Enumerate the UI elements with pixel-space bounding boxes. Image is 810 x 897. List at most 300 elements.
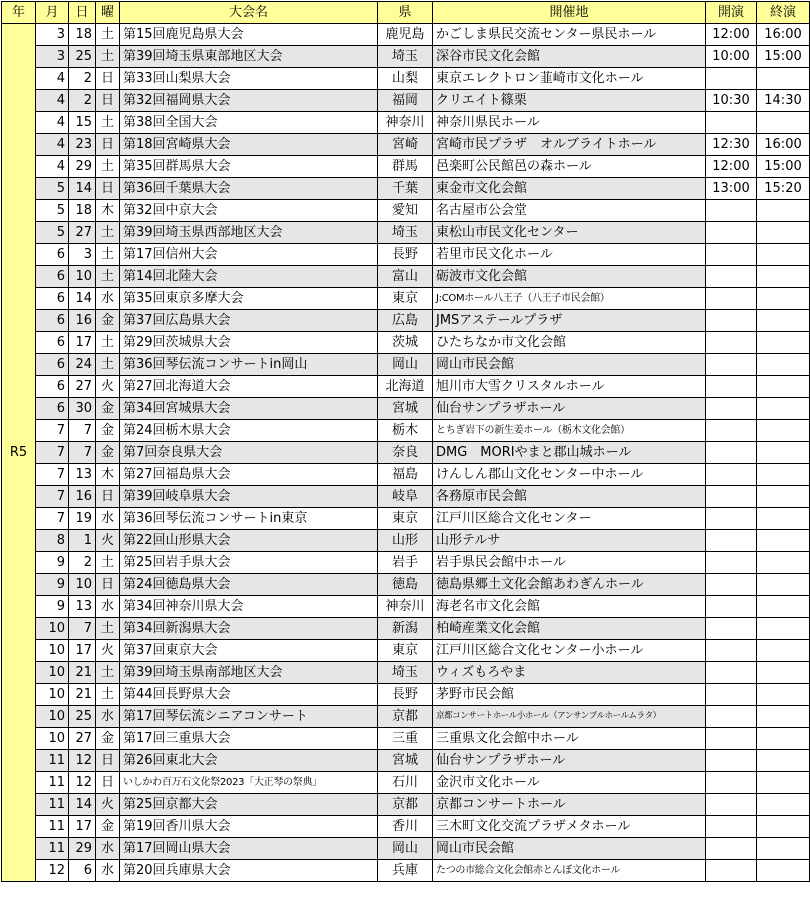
prefecture-cell: 埼玉 [378,46,433,68]
event-name-cell: いしかわ百万石文化祭2023「大正琴の祭典」 [120,772,378,794]
table-row [2,376,810,398]
start-time-cell [706,728,757,750]
venue-cell: ひたちなか市文化会館 [433,332,706,354]
weekday-cell: 日 [96,486,120,508]
header-month: 月 [36,2,69,24]
event-name-cell: 第32回福岡県大会 [120,90,378,112]
table-row [2,772,810,794]
weekday-cell: 土 [96,684,120,706]
table-row [2,662,810,684]
table-row [2,134,810,156]
month-cell: 6 [36,332,69,354]
weekday-cell: 日 [96,750,120,772]
month-cell: 6 [36,398,69,420]
weekday-cell: 火 [96,376,120,398]
month-cell: 4 [36,68,69,90]
day-cell: 14 [69,178,96,200]
end-time-cell [757,552,810,574]
table-row [2,816,810,838]
venue-cell: 茅野市民会館 [433,684,706,706]
venue-cell: 名古屋市公会堂 [433,200,706,222]
weekday-cell: 土 [96,332,120,354]
prefecture-cell: 香川 [378,816,433,838]
weekday-cell: 土 [96,662,120,684]
prefecture-cell: 神奈川 [378,112,433,134]
start-time-cell [706,574,757,596]
table-row [2,332,810,354]
prefecture-cell: 茨城 [378,332,433,354]
end-time-cell [757,508,810,530]
weekday-cell: 金 [96,420,120,442]
start-time-cell [706,816,757,838]
end-time-cell [757,684,810,706]
venue-cell: 江戸川区総合文化センター [433,508,706,530]
venue-cell: 京都コンサートホール [433,794,706,816]
prefecture-cell: 岐阜 [378,486,433,508]
start-time-cell: 12:30 [706,134,757,156]
day-cell: 27 [69,222,96,244]
header-prefecture: 県 [378,2,433,24]
venue-cell: 岩手県民会館中ホール [433,552,706,574]
start-time-cell [706,838,757,860]
end-time-cell: 15:20 [757,178,810,200]
table-row [2,464,810,486]
weekday-cell: 土 [96,46,120,68]
end-time-cell [757,728,810,750]
table-row [2,728,810,750]
event-name-cell: 第22回山形県大会 [120,530,378,552]
prefecture-cell: 群馬 [378,156,433,178]
month-cell: 4 [36,156,69,178]
weekday-cell: 水 [96,706,120,728]
day-cell: 13 [69,596,96,618]
start-time-cell [706,464,757,486]
month-cell: 11 [36,794,69,816]
month-cell: 7 [36,508,69,530]
day-cell: 16 [69,486,96,508]
event-name-cell: 第36回琴伝流コンサートin東京 [120,508,378,530]
prefecture-cell: 神奈川 [378,596,433,618]
month-cell: 6 [36,288,69,310]
day-cell: 15 [69,112,96,134]
day-cell: 27 [69,728,96,750]
venue-cell: 神奈川県民ホール [433,112,706,134]
event-name-cell: 第17回信州大会 [120,244,378,266]
day-cell: 24 [69,354,96,376]
weekday-cell: 日 [96,68,120,90]
end-time-cell [757,640,810,662]
end-time-cell [757,794,810,816]
table-row [2,90,810,112]
month-cell: 9 [36,552,69,574]
end-time-cell [757,420,810,442]
table-row [2,288,810,310]
day-cell: 14 [69,288,96,310]
day-cell: 14 [69,794,96,816]
weekday-cell: 土 [96,156,120,178]
weekday-cell: 木 [96,200,120,222]
end-time-cell: 15:00 [757,156,810,178]
prefecture-cell: 福岡 [378,90,433,112]
event-name-cell: 第39回埼玉県東部地区大会 [120,46,378,68]
start-time-cell: 12:00 [706,24,757,46]
prefecture-cell: 京都 [378,794,433,816]
start-time-cell [706,552,757,574]
month-cell: 10 [36,662,69,684]
event-name-cell: 第33回山梨県大会 [120,68,378,90]
weekday-cell: 日 [96,574,120,596]
weekday-cell: 水 [96,288,120,310]
venue-cell: 宮崎市民プラザ オルブライトホール [433,134,706,156]
day-cell: 10 [69,266,96,288]
weekday-cell: 土 [96,112,120,134]
prefecture-cell: 福島 [378,464,433,486]
day-cell: 25 [69,706,96,728]
month-cell: 6 [36,244,69,266]
venue-cell: 砺波市文化会館 [433,266,706,288]
start-time-cell [706,68,757,90]
month-cell: 10 [36,684,69,706]
table-row [2,178,810,200]
event-name-cell: 第17回三重県大会 [120,728,378,750]
table-row [2,222,810,244]
start-time-cell [706,486,757,508]
month-cell: 11 [36,750,69,772]
start-time-cell [706,640,757,662]
end-time-cell [757,838,810,860]
venue-cell: 東松山市民文化センター [433,222,706,244]
table-row [2,354,810,376]
weekday-cell: 土 [96,354,120,376]
prefecture-cell: 東京 [378,288,433,310]
table-row [2,706,810,728]
prefecture-cell: 鹿児島 [378,24,433,46]
venue-cell: かごしま県民交流センター県民ホール [433,24,706,46]
prefecture-cell: 岡山 [378,838,433,860]
event-schedule-table [1,1,810,882]
weekday-cell: 土 [96,618,120,640]
day-cell: 2 [69,552,96,574]
day-cell: 3 [69,244,96,266]
venue-cell: 徳島県郷土文化会館あわぎんホール [433,574,706,596]
prefecture-cell: 徳島 [378,574,433,596]
start-time-cell [706,244,757,266]
weekday-cell: 金 [96,310,120,332]
header-end-time: 終演 [757,2,810,24]
venue-cell: 三木町文化交流プラザメタホール [433,816,706,838]
weekday-cell: 水 [96,860,120,882]
table-row [2,838,810,860]
prefecture-cell: 岡山 [378,354,433,376]
weekday-cell: 日 [96,90,120,112]
start-time-cell [706,684,757,706]
month-cell: 5 [36,178,69,200]
start-time-cell [706,508,757,530]
table-row [2,794,810,816]
end-time-cell [757,442,810,464]
end-time-cell [757,750,810,772]
event-name-cell: 第7回奈良県大会 [120,442,378,464]
venue-cell: 東金市文化会館 [433,178,706,200]
event-name-cell: 第17回琴伝流シニアコンサート [120,706,378,728]
event-name-cell: 第36回琴伝流コンサートin岡山 [120,354,378,376]
end-time-cell: 14:30 [757,90,810,112]
day-cell: 29 [69,156,96,178]
month-cell: 3 [36,46,69,68]
venue-cell: けんしん郡山文化センター中ホール [433,464,706,486]
table-row [2,420,810,442]
start-time-cell [706,354,757,376]
day-cell: 29 [69,838,96,860]
month-cell: 6 [36,266,69,288]
day-cell: 7 [69,420,96,442]
prefecture-cell: 東京 [378,640,433,662]
month-cell: 4 [36,112,69,134]
weekday-cell: 金 [96,816,120,838]
venue-cell: DMG MORIやまと郡山城ホール [433,442,706,464]
venue-cell: とちぎ岩下の新生姜ホール（栃木文化会館） [433,420,706,442]
prefecture-cell: 京都 [378,706,433,728]
event-name-cell: 第35回群馬県大会 [120,156,378,178]
month-cell: 6 [36,310,69,332]
prefecture-cell: 東京 [378,508,433,530]
day-cell: 6 [69,860,96,882]
end-time-cell [757,244,810,266]
event-name-cell: 第44回長野県大会 [120,684,378,706]
event-name-cell: 第34回宮城県大会 [120,398,378,420]
end-time-cell [757,464,810,486]
month-cell: 5 [36,200,69,222]
start-time-cell: 12:00 [706,156,757,178]
venue-cell: J:COMホール八王子（八王子市民会館） [433,288,706,310]
day-cell: 25 [69,46,96,68]
venue-cell: 柏崎産業文化会館 [433,618,706,640]
start-time-cell [706,398,757,420]
start-time-cell [706,662,757,684]
venue-cell: JMSアステールプラザ [433,310,706,332]
day-cell: 23 [69,134,96,156]
start-time-cell [706,442,757,464]
prefecture-cell: 三重 [378,728,433,750]
end-time-cell [757,772,810,794]
month-cell: 3 [36,24,69,46]
weekday-cell: 火 [96,530,120,552]
day-cell: 30 [69,398,96,420]
venue-cell: 深谷市民文化会館 [433,46,706,68]
venue-cell: 山形テルサ [433,530,706,552]
day-cell: 2 [69,68,96,90]
event-name-cell: 第32回中京大会 [120,200,378,222]
table-row [2,68,810,90]
day-cell: 7 [69,442,96,464]
prefecture-cell: 山梨 [378,68,433,90]
start-time-cell [706,200,757,222]
month-cell: 7 [36,420,69,442]
table-row [2,244,810,266]
weekday-cell: 土 [96,244,120,266]
prefecture-cell: 富山 [378,266,433,288]
end-time-cell [757,222,810,244]
weekday-cell: 火 [96,794,120,816]
start-time-cell [706,266,757,288]
weekday-cell: 金 [96,398,120,420]
weekday-cell: 土 [96,222,120,244]
venue-cell: 旭川市大雪クリスタルホール [433,376,706,398]
month-cell: 12 [36,860,69,882]
start-time-cell: 10:30 [706,90,757,112]
end-time-cell [757,486,810,508]
table-row [2,442,810,464]
start-time-cell [706,772,757,794]
header-weekday: 曜 [96,2,120,24]
start-time-cell: 13:00 [706,178,757,200]
weekday-cell: 土 [96,552,120,574]
month-cell: 10 [36,618,69,640]
venue-cell: 若里市民文化ホール [433,244,706,266]
day-cell: 18 [69,200,96,222]
end-time-cell [757,376,810,398]
day-cell: 21 [69,684,96,706]
day-cell: 12 [69,750,96,772]
venue-cell: ウィズもろやま [433,662,706,684]
weekday-cell: 金 [96,442,120,464]
table-row [2,200,810,222]
event-name-cell: 第34回神奈川県大会 [120,596,378,618]
month-cell: 4 [36,90,69,112]
start-time-cell [706,310,757,332]
end-time-cell: 15:00 [757,46,810,68]
month-cell: 4 [36,134,69,156]
year-cell: R5 [2,24,36,882]
weekday-cell: 火 [96,640,120,662]
header-venue: 開催地 [433,2,706,24]
day-cell: 10 [69,574,96,596]
event-name-cell: 第17回岡山県大会 [120,838,378,860]
prefecture-cell: 宮城 [378,750,433,772]
end-time-cell [757,574,810,596]
table-row [2,486,810,508]
month-cell: 7 [36,464,69,486]
month-cell: 10 [36,640,69,662]
end-time-cell: 16:00 [757,134,810,156]
event-name-cell: 第24回徳島県大会 [120,574,378,596]
table-row [2,24,810,46]
venue-cell: たつの市総合文化会館赤とんぼ文化ホール [433,860,706,882]
prefecture-cell: 山形 [378,530,433,552]
event-name-cell: 第15回鹿児島県大会 [120,24,378,46]
event-name-cell: 第19回香川県大会 [120,816,378,838]
day-cell: 2 [69,90,96,112]
table-row [2,508,810,530]
header-year: 年 [2,2,36,24]
start-time-cell [706,596,757,618]
table-row [2,46,810,68]
end-time-cell [757,398,810,420]
prefecture-cell: 宮崎 [378,134,433,156]
month-cell: 5 [36,222,69,244]
start-time-cell [706,376,757,398]
start-time-cell [706,288,757,310]
table-row [2,750,810,772]
end-time-cell [757,310,810,332]
venue-cell: 岡山市民会館 [433,838,706,860]
month-cell: 11 [36,838,69,860]
header-start-time: 開演 [706,2,757,24]
table-row [2,552,810,574]
month-cell: 9 [36,596,69,618]
end-time-cell: 16:00 [757,24,810,46]
event-name-cell: 第36回千葉県大会 [120,178,378,200]
table-row [2,112,810,134]
weekday-cell: 土 [96,24,120,46]
event-name-cell: 第27回福島県大会 [120,464,378,486]
venue-cell: 三重県文化会館中ホール [433,728,706,750]
table-row [2,156,810,178]
event-name-cell: 第39回埼玉県南部地区大会 [120,662,378,684]
venue-cell: 京都コンサートホール小ホール（アンサンブルホールムラタ） [433,706,706,728]
start-time-cell [706,750,757,772]
month-cell: 11 [36,816,69,838]
venue-cell: 岡山市民会館 [433,354,706,376]
day-cell: 27 [69,376,96,398]
event-name-cell: 第35回東京多摩大会 [120,288,378,310]
table-row [2,684,810,706]
month-cell: 9 [36,574,69,596]
table-row [2,530,810,552]
event-name-cell: 第24回栃木県大会 [120,420,378,442]
day-cell: 12 [69,772,96,794]
start-time-cell [706,530,757,552]
header-row [2,2,810,24]
day-cell: 17 [69,332,96,354]
weekday-cell: 日 [96,772,120,794]
event-name-cell: 第14回北陸大会 [120,266,378,288]
weekday-cell: 水 [96,508,120,530]
prefecture-cell: 広島 [378,310,433,332]
prefecture-cell: 千葉 [378,178,433,200]
venue-cell: 仙台サンプラザホール [433,750,706,772]
prefecture-cell: 石川 [378,772,433,794]
start-time-cell [706,332,757,354]
day-cell: 13 [69,464,96,486]
prefecture-cell: 新潟 [378,618,433,640]
event-name-cell: 第25回京都大会 [120,794,378,816]
day-cell: 7 [69,618,96,640]
end-time-cell [757,266,810,288]
start-time-cell [706,420,757,442]
table-row [2,640,810,662]
month-cell: 6 [36,354,69,376]
table-row [2,596,810,618]
end-time-cell [757,662,810,684]
month-cell: 11 [36,772,69,794]
weekday-cell: 土 [96,266,120,288]
event-name-cell: 第27回北海道大会 [120,376,378,398]
end-time-cell [757,706,810,728]
venue-cell: 邑楽町公民館邑の森ホール [433,156,706,178]
table-row [2,618,810,640]
month-cell: 8 [36,530,69,552]
end-time-cell [757,200,810,222]
day-cell: 19 [69,508,96,530]
event-name-cell: 第37回広島県大会 [120,310,378,332]
start-time-cell [706,618,757,640]
prefecture-cell: 長野 [378,684,433,706]
event-name-cell: 第29回茨城県大会 [120,332,378,354]
day-cell: 17 [69,640,96,662]
end-time-cell [757,332,810,354]
event-name-cell: 第37回東京大会 [120,640,378,662]
